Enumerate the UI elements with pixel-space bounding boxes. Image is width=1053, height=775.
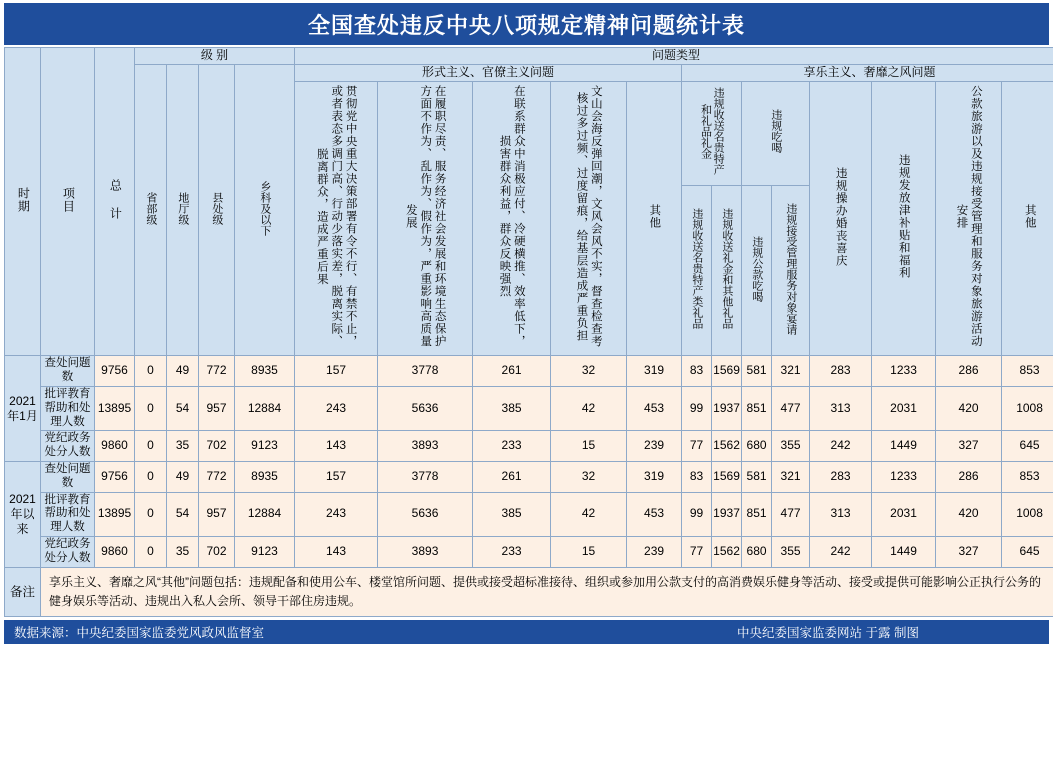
header-level-xiangke (235, 64, 295, 356)
header-formalism-col-4-label: 文山会海反弹回潮，文风会风不实，督查检查考核过多过频、过度留痕，给基层造成严重负担 (574, 83, 603, 351)
cell-value: 12884 (235, 386, 295, 430)
cell-value: 99 (682, 386, 712, 430)
header-level-diting (167, 64, 199, 356)
item-label: 批评教育帮助和处理人数 (41, 386, 95, 430)
cell-value: 477 (772, 492, 810, 536)
cell-value: 355 (772, 536, 810, 567)
cell-value: 772 (199, 356, 235, 387)
cell-total: 9756 (95, 356, 135, 387)
cell-value: 957 (199, 386, 235, 430)
cell-value: 3893 (378, 431, 473, 462)
header-formalism-col-2-label: 在履职尽责、服务经济社会发展和环境生态保护方面不作为、乱作为、假作为，严重影响高质量发展 (403, 83, 446, 351)
cell-value: 385 (473, 386, 551, 430)
header-hedonism-col-8-label: 其他 (1022, 204, 1036, 229)
cell-value: 15 (551, 431, 627, 462)
cell-value: 313 (810, 492, 872, 536)
cell-value: 477 (772, 386, 810, 430)
header-group-formalism: 形式主义、官僚主义问题 (295, 64, 682, 81)
header-hedonism-gift-group (682, 81, 742, 185)
header-level-sheng-label: 省部级 (144, 192, 157, 225)
cell-value: 5636 (378, 386, 473, 430)
cell-value: 83 (682, 356, 712, 387)
cell-value: 1449 (872, 431, 936, 462)
cell-value: 77 (682, 536, 712, 567)
cell-value: 54 (167, 386, 199, 430)
cell-value: 239 (627, 536, 682, 567)
note-text: 享乐主义、奢靡之风“其他”问题包括：违规配备和使用公车、楼堂馆所问题、提供或接受超标准接待、组织或参加用公款支付的高消费娱乐健身等活动、接受或提供可能影响公正执行公务的健身娱乐等活动、违规出入私人会所、领导干部住房违规。 (41, 567, 1053, 616)
cell-value: 853 (1002, 461, 1053, 492)
header-time-label: 时期 (16, 187, 30, 213)
cell-value: 355 (772, 431, 810, 462)
cell-value: 2031 (872, 386, 936, 430)
table-row (5, 492, 1053, 536)
cell-value: 286 (936, 461, 1002, 492)
table-row (5, 461, 1053, 492)
header-level-xiangke-label: 乡科及以下 (258, 181, 271, 236)
cell-value: 319 (627, 461, 682, 492)
cell-value: 702 (199, 536, 235, 567)
header-formalism-col-5-label: 其他 (647, 204, 661, 229)
header-time (5, 48, 41, 356)
header-hedonism-col-6-label: 违规发放津补贴和福利 (896, 154, 910, 279)
footer-bar (4, 620, 1049, 644)
cell-value: 581 (742, 356, 772, 387)
footer-credit: 中央纪委国家监委网站 于露 制图 (737, 623, 1039, 641)
note-label: 备注 (5, 567, 41, 616)
cell-value: 0 (135, 461, 167, 492)
page-root (0, 3, 1053, 775)
header-hedonism-eat-group-label: 违规吃喝 (769, 109, 782, 153)
header-level-xianchu-label: 县处级 (210, 192, 223, 225)
header-item (41, 48, 95, 356)
cell-value: 581 (742, 461, 772, 492)
cell-value: 49 (167, 461, 199, 492)
cell-value: 283 (810, 461, 872, 492)
cell-value: 9123 (235, 536, 295, 567)
cell-value: 957 (199, 492, 235, 536)
item-label: 党纪政务处分人数 (41, 431, 95, 462)
cell-value: 645 (1002, 536, 1053, 567)
table-row (5, 431, 1053, 462)
cell-value: 851 (742, 492, 772, 536)
cell-value: 1569 (712, 461, 742, 492)
header-hedonism-col-8 (1002, 81, 1053, 356)
header-hedonism-col-1 (682, 186, 712, 356)
cell-value: 77 (682, 431, 712, 462)
period-label-2: 2021年以来 (5, 461, 41, 567)
cell-value: 3778 (378, 356, 473, 387)
cell-value: 1233 (872, 356, 936, 387)
cell-value: 261 (473, 356, 551, 387)
cell-value: 233 (473, 536, 551, 567)
cell-value: 0 (135, 431, 167, 462)
cell-value: 5636 (378, 492, 473, 536)
header-hedonism-col-7 (936, 81, 1002, 356)
cell-total: 9756 (95, 461, 135, 492)
cell-value: 157 (295, 356, 378, 387)
cell-value: 313 (810, 386, 872, 430)
cell-total: 9860 (95, 431, 135, 462)
cell-value: 1937 (712, 492, 742, 536)
cell-value: 233 (473, 431, 551, 462)
header-hedonism-col-4-label: 违规接受管理服务对象宴请 (784, 203, 797, 335)
cell-value: 420 (936, 386, 1002, 430)
header-level-sheng (135, 64, 167, 356)
header-problem-type: 问题类型 (295, 48, 1053, 65)
statistics-table (4, 47, 1053, 617)
header-formalism-col-1-label: 贯彻党中央重大决策部署有令不行、有禁不止，或者表态多调门高、行动少落实差，脱离实际、脱离群众，造成严重后果 (314, 83, 357, 351)
cell-value: 15 (551, 536, 627, 567)
cell-value: 243 (295, 386, 378, 430)
table-row (5, 386, 1053, 430)
header-item-label: 项目 (61, 187, 75, 213)
cell-value: 35 (167, 431, 199, 462)
cell-value: 35 (167, 536, 199, 567)
header-total-label: 总 计 (108, 179, 122, 220)
cell-value: 319 (627, 356, 682, 387)
header-hedonism-col-6 (872, 81, 936, 356)
cell-value: 261 (473, 461, 551, 492)
cell-value: 327 (936, 536, 1002, 567)
header-hedonism-col-5 (810, 81, 872, 356)
cell-value: 286 (936, 356, 1002, 387)
cell-value: 239 (627, 431, 682, 462)
header-hedonism-col-1-label: 违规收送名贵特产类礼品 (690, 208, 703, 329)
header-hedonism-col-2 (712, 186, 742, 356)
cell-value: 1937 (712, 386, 742, 430)
cell-value: 0 (135, 536, 167, 567)
header-hedonism-col-5-label: 违规操办婚丧喜庆 (833, 167, 847, 267)
header-formalism-col-5 (627, 81, 682, 356)
cell-value: 242 (810, 536, 872, 567)
cell-value: 157 (295, 461, 378, 492)
header-hedonism-col-3-label: 违规公款吃喝 (750, 236, 763, 302)
header-level-xianchu (199, 64, 235, 356)
header-formalism-col-2 (378, 81, 473, 356)
cell-value: 143 (295, 536, 378, 567)
cell-value: 1569 (712, 356, 742, 387)
note-row (5, 567, 1053, 616)
cell-value: 9123 (235, 431, 295, 462)
cell-total: 9860 (95, 536, 135, 567)
cell-value: 772 (199, 461, 235, 492)
cell-value: 453 (627, 492, 682, 536)
cell-value: 321 (772, 461, 810, 492)
cell-value: 2031 (872, 492, 936, 536)
cell-value: 680 (742, 431, 772, 462)
header-formalism-col-1 (295, 81, 378, 356)
cell-value: 385 (473, 492, 551, 536)
cell-value: 3778 (378, 461, 473, 492)
cell-value: 1008 (1002, 492, 1053, 536)
cell-value: 283 (810, 356, 872, 387)
header-hedonism-col-4 (772, 186, 810, 356)
cell-value: 99 (682, 492, 712, 536)
cell-value: 243 (295, 492, 378, 536)
cell-value: 1449 (872, 536, 936, 567)
cell-value: 0 (135, 492, 167, 536)
header-row-2 (5, 64, 1053, 81)
header-formalism-col-4 (551, 81, 627, 356)
cell-value: 680 (742, 536, 772, 567)
page-title: 全国查处违反中央八项规定精神问题统计表 (4, 3, 1049, 45)
cell-value: 83 (682, 461, 712, 492)
item-label: 批评教育帮助和处理人数 (41, 492, 95, 536)
item-label: 查处问题数 (41, 356, 95, 387)
cell-value: 54 (167, 492, 199, 536)
cell-value: 42 (551, 386, 627, 430)
cell-total: 13895 (95, 386, 135, 430)
header-level-group: 级 别 (135, 48, 295, 65)
cell-total: 13895 (95, 492, 135, 536)
cell-value: 851 (742, 386, 772, 430)
cell-value: 8935 (235, 356, 295, 387)
cell-value: 242 (810, 431, 872, 462)
cell-value: 42 (551, 492, 627, 536)
cell-value: 0 (135, 356, 167, 387)
cell-value: 8935 (235, 461, 295, 492)
header-formalism-col-3 (473, 81, 551, 356)
cell-value: 327 (936, 431, 1002, 462)
cell-value: 420 (936, 492, 1002, 536)
item-label: 党纪政务处分人数 (41, 536, 95, 567)
cell-value: 1562 (712, 431, 742, 462)
cell-value: 1008 (1002, 386, 1053, 430)
cell-value: 32 (551, 461, 627, 492)
header-hedonism-col-7-label: 公款旅游以及违规接受管理和服务对象旅游活动安排 (954, 83, 983, 351)
table-row (5, 356, 1053, 387)
cell-value: 3893 (378, 536, 473, 567)
header-total (95, 48, 135, 356)
cell-value: 321 (772, 356, 810, 387)
cell-value: 143 (295, 431, 378, 462)
table-row (5, 536, 1053, 567)
cell-value: 645 (1002, 431, 1053, 462)
header-level-diting-label: 地厅级 (176, 192, 189, 225)
cell-value: 49 (167, 356, 199, 387)
cell-value: 453 (627, 386, 682, 430)
header-group-hedonism: 享乐主义、奢靡之风问题 (682, 64, 1053, 81)
footer-source: 数据来源：中央纪委国家监委党风政风监督室 (14, 623, 264, 641)
header-row-1 (5, 48, 1053, 65)
cell-value: 32 (551, 356, 627, 387)
header-hedonism-eat-group (742, 81, 810, 185)
cell-value: 12884 (235, 492, 295, 536)
cell-value: 0 (135, 386, 167, 430)
period-label-1: 2021年1月 (5, 356, 41, 462)
header-hedonism-col-2-label: 违规收送礼金和其他礼品 (720, 208, 733, 329)
cell-value: 1562 (712, 536, 742, 567)
cell-value: 1233 (872, 461, 936, 492)
cell-value: 853 (1002, 356, 1053, 387)
header-formalism-col-3-label: 在联系群众中消极应付、冷硬横推、效率低下，损害群众利益，群众反映强烈 (497, 83, 526, 351)
header-hedonism-col-3 (742, 186, 772, 356)
cell-value: 702 (199, 431, 235, 462)
header-hedonism-gift-group-label: 违规收送名贵特产和礼品礼金 (699, 87, 724, 175)
item-label: 查处问题数 (41, 461, 95, 492)
